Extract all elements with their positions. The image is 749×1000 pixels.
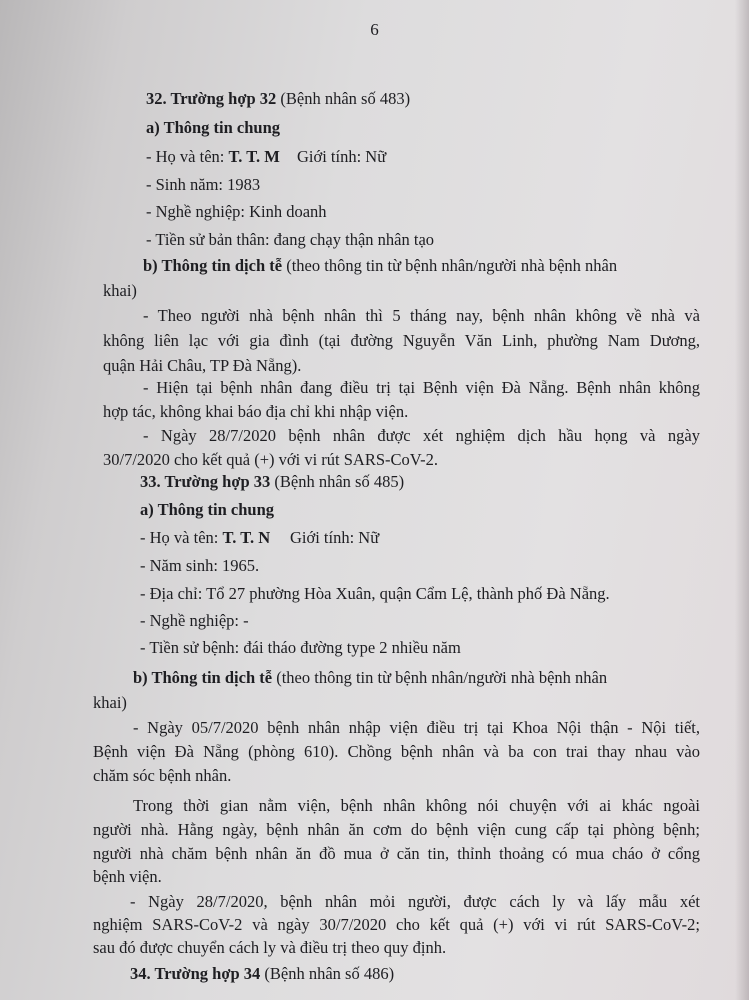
name-label: - Họ và tên: [140, 528, 223, 547]
case-32-job: - Nghề nghiệp: Kinh doanh [146, 202, 327, 221]
case-heading-bold: 32. Trường hợp 32 [146, 89, 277, 108]
case-heading-bold: 33. Trường hợp 33 [140, 472, 271, 491]
name-label: - Họ và tên: [146, 147, 229, 166]
case-heading-patient: (Bệnh nhân số 486) [260, 964, 395, 983]
page-edge-shadow [735, 0, 749, 1000]
case-33-para-3-line-1: - Ngày 28/7/2020, bệnh nhân mỏi người, được cách ly và lấy mẫu xét [130, 892, 700, 911]
case-34-heading [130, 963, 394, 985]
case-33-para-1-line-2: Bệnh viện Đà Nẵng (phòng 610). Chồng bệnh nhân và ba con trai thay nhau vào [93, 742, 700, 761]
case-heading-bold: 34. Trường hợp 34 [130, 964, 261, 983]
case-33-birth: - Năm sinh: 1965. [140, 556, 260, 575]
epi-title-rest: (theo thông tin từ bệnh nhân/người nhà bệnh nhân [282, 256, 618, 275]
case-33-epi-title-cont: khai) [93, 693, 127, 712]
case-33-general-title: a) Thông tin chung [140, 500, 275, 519]
case-33-gender: Giới tính: Nữ [290, 528, 380, 547]
case-33-heading [140, 471, 404, 493]
epi-title-rest: (theo thông tin từ bệnh nhân/người nhà bệnh nhân [272, 668, 608, 687]
case-32-para-1-line-3: quận Hải Châu, TP Đà Nẵng). [103, 356, 302, 375]
name-value: T. T. N [222, 528, 271, 547]
case-33-job: - Nghề nghiệp: - [140, 611, 249, 630]
case-32-para-2-line-1: - Hiện tại bệnh nhân đang điều trị tại Bệnh viện Đà Nẵng. Bệnh nhân không [143, 378, 700, 397]
case-32-epi-title [143, 255, 617, 277]
case-33-address: - Địa chỉ: Tổ 27 phường Hòa Xuân, quận Cẩm Lệ, thành phố Đà Nẵng. [140, 584, 610, 603]
case-32-para-1-line-2: không liên lạc với gia đình (tại đường Nguyễn Văn Linh, phường Nam Dương, [103, 331, 700, 350]
case-32-para-3-line-2: 30/7/2020 cho kết quả (+) với vi rút SARS-CoV-2. [103, 450, 439, 469]
case-32-birth: - Sinh năm: 1983 [146, 175, 261, 194]
case-33-para-2-line-4: bệnh viện. [93, 867, 162, 886]
epi-title-bold: b) Thông tin dịch tễ [133, 668, 273, 687]
case-33-name-row [140, 527, 270, 549]
case-32-para-1-line-1: - Theo người nhà bệnh nhân thì 5 tháng nay, bệnh nhân không về nhà và [143, 306, 700, 325]
name-value: T. T. M [228, 147, 280, 166]
case-33-para-3-line-3: sau đó được chuyển cách ly và điều trị theo quy định. [93, 938, 447, 957]
case-33-para-1-line-1: - Ngày 05/7/2020 bệnh nhân nhập viện điều trị tại Khoa Nội thận - Nội tiết, [133, 718, 700, 737]
case-heading-patient: (Bệnh nhân số 483) [276, 89, 411, 108]
page-number: 6 [370, 20, 379, 39]
case-33-para-2-line-3: người nhà chăm bệnh nhân ăn đồ mua ở căn tin, thỉnh thoảng có mua cháo ở cổng [93, 844, 700, 863]
case-32-heading [146, 88, 410, 110]
case-33-epi-title [133, 667, 607, 689]
case-32-gender: Giới tính: Nữ [297, 147, 387, 166]
case-33-para-2-line-1: Trong thời gian nằm viện, bệnh nhân không nói chuyện với ai khác ngoài [133, 796, 700, 815]
case-33-para-1-line-3: chăm sóc bệnh nhân. [93, 766, 232, 785]
case-32-history: - Tiền sử bản thân: đang chạy thận nhân tạo [146, 230, 435, 249]
case-33-para-2-line-2: người nhà. Hằng ngày, bệnh nhân ăn cơm do bệnh viện cung cấp tại phòng bệnh; [93, 820, 700, 839]
case-32-name-row [146, 146, 280, 168]
case-32-general-title: a) Thông tin chung [146, 118, 281, 137]
case-32-epi-title-cont: khai) [103, 281, 137, 300]
epi-title-bold: b) Thông tin dịch tễ [143, 256, 283, 275]
case-heading-patient: (Bệnh nhân số 485) [270, 472, 405, 491]
case-33-para-3-line-2: nghiệm SARS-CoV-2 và ngày 30/7/2020 cho kết quả (+) với vi rút SARS-CoV-2; [93, 915, 700, 934]
case-32-para-2-line-2: hợp tác, không khai báo địa chỉ khi nhập viện. [103, 402, 409, 421]
case-32-para-3-line-1: - Ngày 28/7/2020 bệnh nhân được xét nghiệm dịch hầu họng và ngày [143, 426, 700, 445]
case-33-history: - Tiền sử bệnh: đái tháo đường type 2 nhiều năm [140, 638, 461, 657]
